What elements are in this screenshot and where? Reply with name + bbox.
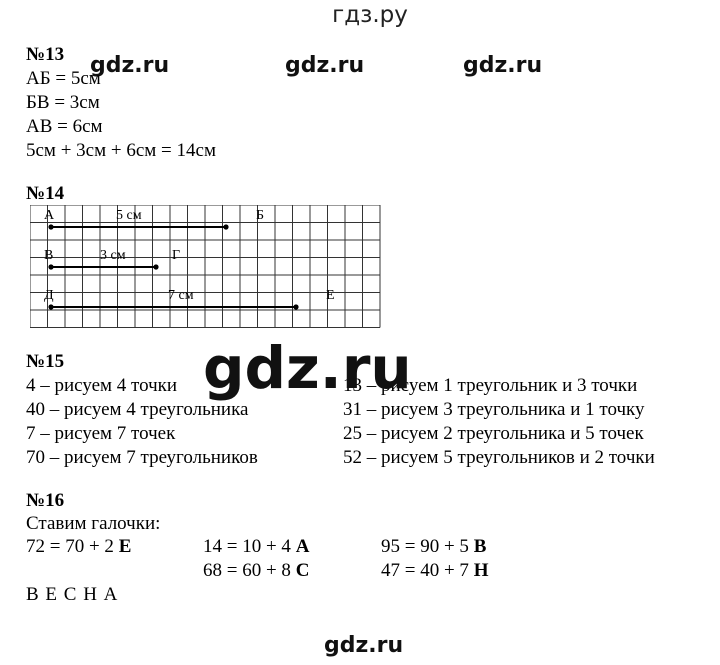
watermark: gdz.ru	[285, 53, 365, 78]
segment-endpoint	[153, 264, 158, 269]
task15-right-line: 13 – рисуем 1 треугольник и 3 точки	[343, 375, 638, 396]
task14-title: №14	[26, 183, 65, 204]
segment-length-label: 3 см	[100, 248, 126, 263]
segment-endpoint	[48, 224, 53, 229]
task15-left-line: 70 – рисуем 7 треугольников	[26, 447, 258, 468]
segment-length-label: 7 см	[168, 288, 194, 303]
task16-equation: 72 = 70 + 2 Е	[26, 536, 132, 557]
task16-equation: 47 = 40 + 7 Н	[381, 560, 489, 581]
task16-equation: 68 = 60 + 8 С	[203, 560, 310, 581]
task15-left-line: 7 – рисуем 7 точек	[26, 423, 176, 444]
segment-label-start: А	[44, 208, 55, 223]
segment-label-start: Д	[44, 288, 54, 303]
task16-equation: 14 = 10 + 4 А	[203, 536, 310, 557]
task16-intro: Ставим галочки:	[26, 513, 161, 534]
task13-line: БВ = 3см	[26, 92, 100, 113]
task15-right-line: 25 – рисуем 2 треугольника и 5 точек	[343, 423, 644, 444]
task15-title: №15	[26, 351, 65, 372]
watermark-large: gdz.ru	[203, 334, 412, 402]
segment-endpoint	[48, 264, 53, 269]
task13-line: 5см + 3см + 6см = 14см	[26, 140, 216, 161]
watermark: gdz.ru	[90, 53, 170, 78]
task13-title: №13	[26, 44, 65, 65]
segment-endpoint	[293, 304, 298, 309]
watermark-footer: gdz.ru	[324, 633, 404, 658]
task16-title: №16	[26, 490, 65, 511]
task15-right-line: 52 – рисуем 5 треугольников и 2 точки	[343, 447, 655, 468]
watermark: gdz.ru	[463, 53, 543, 78]
task15-left-line: 40 – рисуем 4 треугольника	[26, 399, 249, 420]
task16-equation: 95 = 90 + 5 В	[381, 536, 487, 557]
segment-label-end: Б	[256, 208, 265, 223]
task13-line: АВ = 6см	[26, 116, 103, 137]
task15-left-line: 4 – рисуем 4 точки	[26, 375, 178, 396]
task15-right-line: 31 – рисуем 3 треугольника и 1 точку	[343, 399, 645, 420]
segment-label-end: Г	[172, 248, 181, 263]
task16-answer: В Е С Н А	[26, 584, 119, 605]
segment-endpoint	[48, 304, 53, 309]
segment-label-end: Е	[326, 288, 335, 303]
segment-label-start: В	[44, 248, 54, 263]
task13-line: АБ = 5см	[26, 68, 101, 89]
site-header-title: гдз.ру	[332, 2, 408, 28]
segment-endpoint	[223, 224, 228, 229]
segment-length-label: 5 см	[116, 208, 142, 223]
segment-grid	[30, 205, 390, 328]
